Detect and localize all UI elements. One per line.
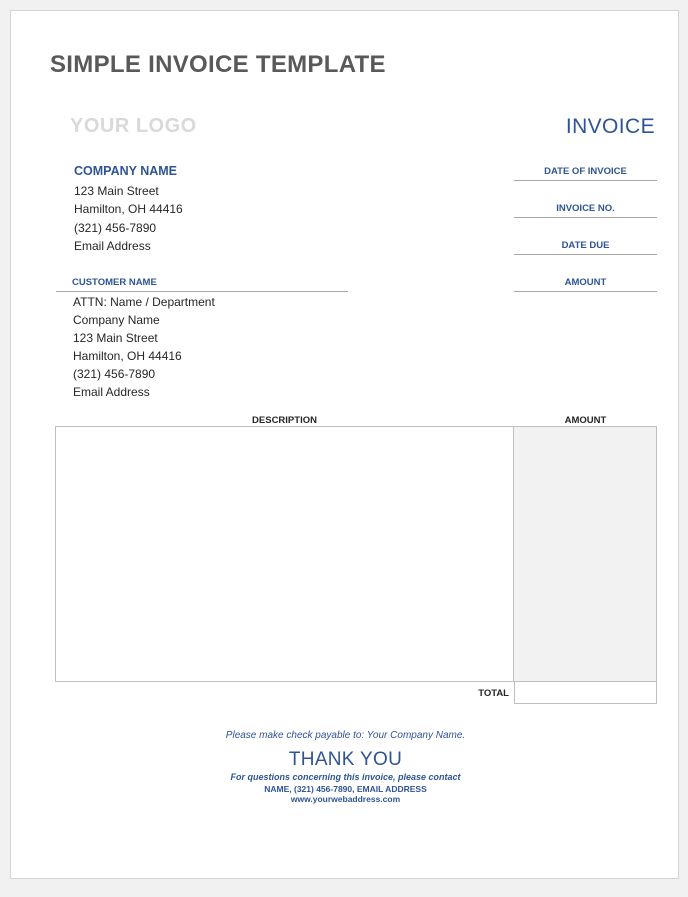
- total-cell[interactable]: [514, 682, 657, 704]
- customer-street: 123 Main Street: [73, 331, 158, 345]
- logo-placeholder: YOUR LOGO: [70, 115, 197, 137]
- customer-name-label: CUSTOMER NAME: [72, 277, 157, 288]
- amount-field[interactable]: [514, 291, 657, 292]
- customer-attn: ATTN: Name / Department: [73, 295, 215, 309]
- company-phone: (321) 456-7890: [74, 221, 157, 235]
- questions-note: For questions concerning this invoice, please contact: [230, 772, 461, 782]
- invoice-page: [10, 10, 679, 879]
- company-city: Hamilton, OH 44416: [74, 202, 183, 216]
- web-address: www.yourwebaddress.com: [290, 794, 401, 804]
- invoice-number-label: INVOICE NO.: [556, 203, 615, 214]
- contact-info: NAME, (321) 456-7890, EMAIL ADDRESS: [264, 784, 427, 794]
- company-email: Email Address: [74, 239, 151, 253]
- description-cell[interactable]: [55, 426, 514, 682]
- invoice-number-field[interactable]: [514, 217, 657, 218]
- amount-cell[interactable]: [514, 426, 657, 682]
- date-of-invoice-field[interactable]: [514, 180, 657, 181]
- total-label: TOTAL: [478, 688, 509, 699]
- customer-company: Company Name: [73, 313, 160, 327]
- amount-label: AMOUNT: [564, 277, 607, 288]
- company-street: 123 Main Street: [74, 184, 159, 198]
- company-name: COMPANY NAME: [74, 164, 178, 178]
- thank-you: THANK YOU: [288, 749, 403, 770]
- customer-email: Email Address: [73, 385, 150, 399]
- payable-note: Please make check payable to: Your Company Name.: [225, 730, 466, 741]
- date-due-field[interactable]: [514, 254, 657, 255]
- amount-header: AMOUNT: [564, 415, 607, 426]
- invoice-heading: INVOICE: [565, 115, 655, 138]
- date-due-label: DATE DUE: [561, 240, 610, 251]
- date-of-invoice-label: DATE OF INVOICE: [544, 166, 627, 177]
- customer-rule: [56, 291, 348, 292]
- description-header: DESCRIPTION: [252, 415, 317, 426]
- document-title: SIMPLE INVOICE TEMPLATE: [50, 51, 386, 78]
- customer-city: Hamilton, OH 44416: [73, 349, 182, 363]
- customer-phone: (321) 456-7890: [73, 367, 156, 381]
